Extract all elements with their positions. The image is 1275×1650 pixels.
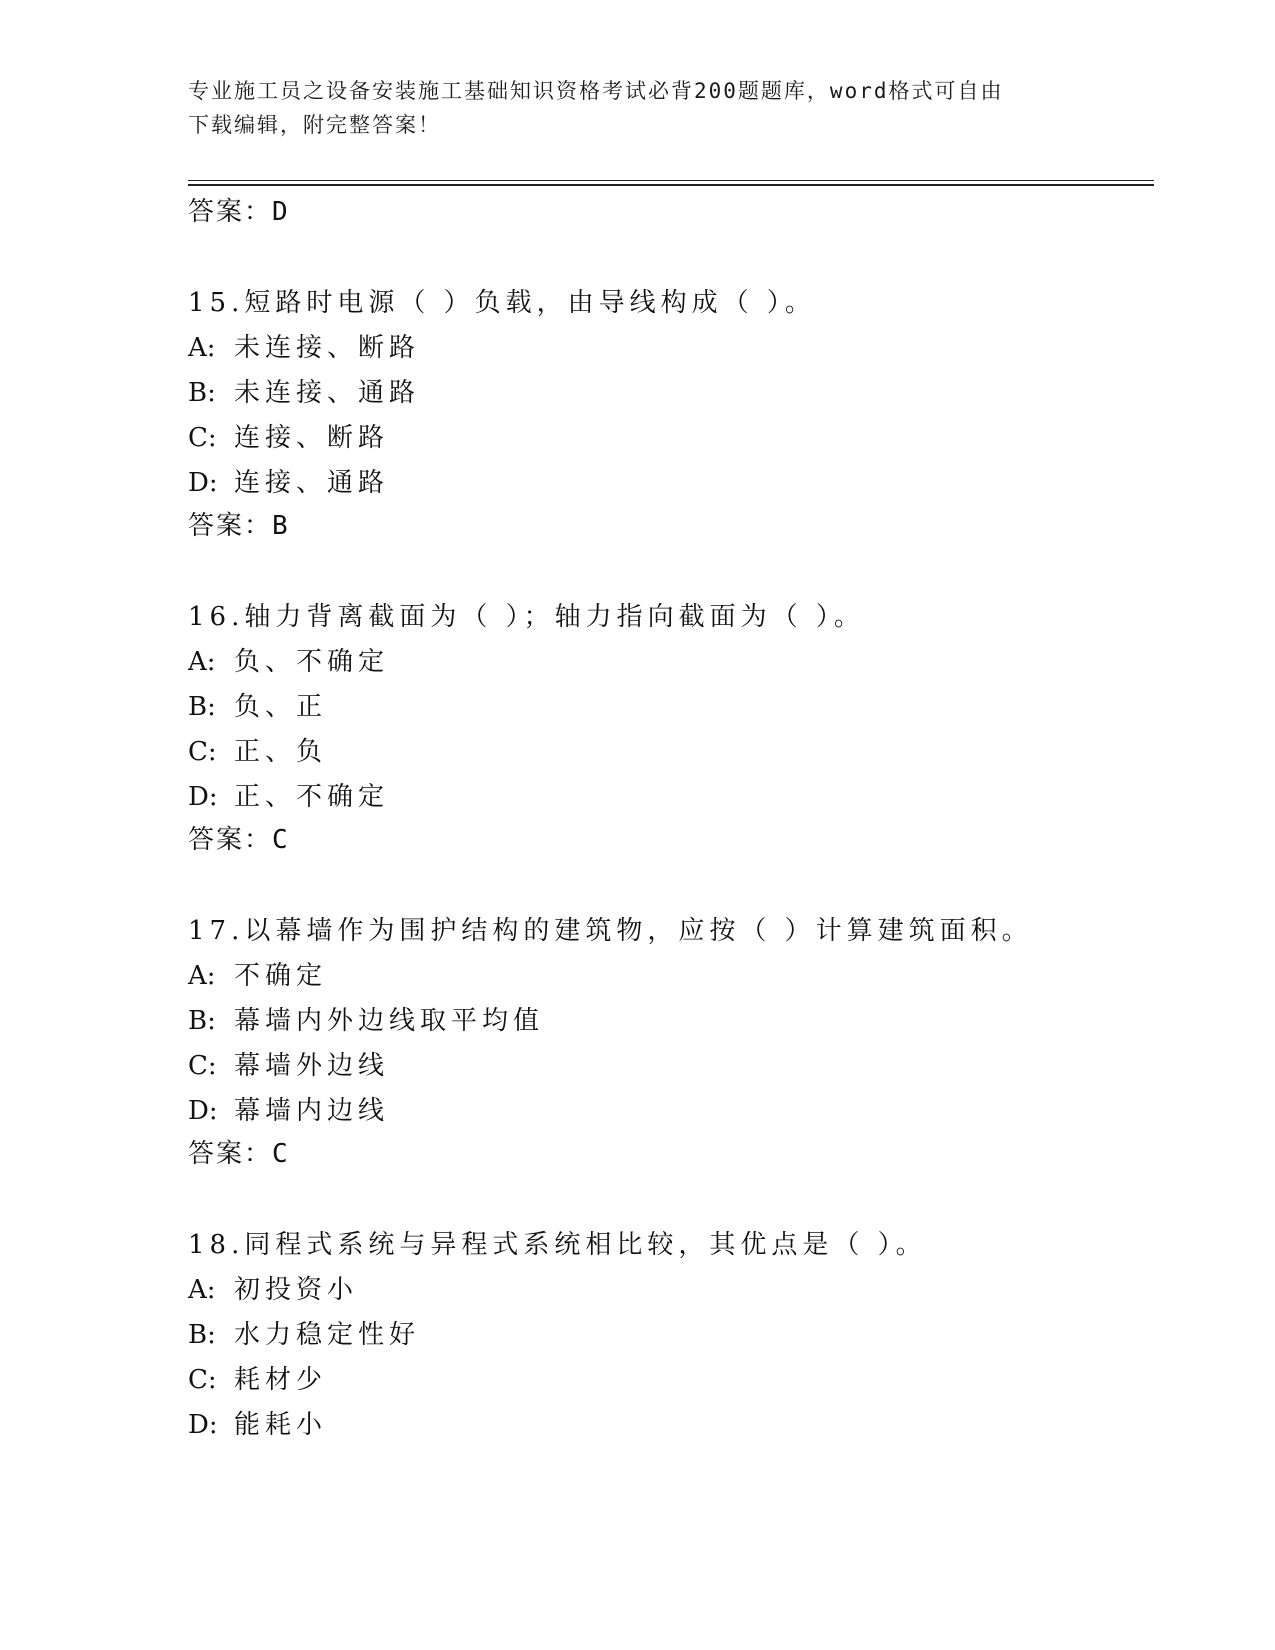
question-number: 15. (188, 288, 245, 318)
option-d (188, 1403, 1154, 1448)
option-letter: B: (188, 378, 216, 408)
question-number: 16. (188, 602, 245, 632)
option-letter: C: (188, 1365, 217, 1395)
option-c (188, 1044, 1154, 1089)
question-text (188, 908, 1154, 954)
document-body (188, 192, 1154, 1448)
option-c (188, 1358, 1154, 1403)
header-line-1: 专业施工员之设备安装施工基础知识资格考试必背200题题库，word格式可自由 (188, 79, 1004, 103)
option-a (188, 640, 1154, 685)
question-18 (188, 1222, 1154, 1448)
option-d (188, 775, 1154, 820)
option-b (188, 999, 1154, 1044)
option-letter: B: (188, 1006, 216, 1036)
header-divider-thin (188, 180, 1154, 181)
answer-line: 答案：B (188, 511, 290, 541)
question-text (188, 594, 1154, 640)
option-text: 水力稳定性好 (234, 1320, 421, 1350)
option-text: 耗材少 (234, 1365, 328, 1395)
option-b (188, 685, 1154, 730)
option-text: 负、正 (234, 692, 328, 722)
option-text: 未连接、通路 (234, 378, 421, 408)
option-letter: D: (188, 468, 218, 498)
option-a (188, 954, 1154, 999)
question-17 (188, 908, 1154, 1174)
answer-line: 答案：C (188, 825, 290, 855)
header-line-2: 下载编辑，附完整答案！ (188, 113, 441, 137)
question-text (188, 280, 1154, 326)
option-letter: A: (188, 961, 216, 991)
option-text: 连接、通路 (234, 468, 390, 498)
option-letter: C: (188, 1051, 217, 1081)
question-15 (188, 280, 1154, 546)
option-text: 正、负 (234, 737, 328, 767)
option-letter: B: (188, 692, 216, 722)
option-b (188, 371, 1154, 416)
question-text (188, 1222, 1154, 1268)
question-stem: 以幕墙作为围护结构的建筑物，应按（ ）计算建筑面积。 (244, 916, 1033, 946)
header-divider-thick (188, 184, 1154, 186)
document-header (188, 74, 1068, 142)
option-d (188, 461, 1154, 506)
answer-line: 答案：D (188, 197, 290, 227)
option-text: 不确定 (234, 961, 328, 991)
option-letter: B: (188, 1320, 216, 1350)
answer-line: 答案：C (188, 1139, 290, 1169)
option-d (188, 1089, 1154, 1134)
option-a (188, 1268, 1154, 1313)
option-text: 初投资小 (234, 1275, 359, 1305)
option-letter: A: (188, 647, 216, 677)
option-a (188, 326, 1154, 371)
question-number: 17. (188, 916, 245, 946)
option-letter: D: (188, 1410, 218, 1440)
option-text: 负、不确定 (234, 647, 390, 677)
option-text: 连接、断路 (234, 423, 390, 453)
option-letter: C: (188, 737, 217, 767)
question-stem: 短路时电源（ ）负载，由导线构成（ ）。 (244, 288, 816, 318)
option-letter: D: (188, 782, 218, 812)
question-stem: 轴力背离截面为（ ）；轴力指向截面为（ ）。 (244, 602, 865, 632)
option-text: 能耗小 (234, 1410, 328, 1440)
option-letter: A: (188, 333, 216, 363)
question-stem: 同程式系统与异程式系统相比较，其优点是（ ）。 (244, 1230, 927, 1260)
question-16 (188, 594, 1154, 860)
option-letter: C: (188, 423, 217, 453)
option-text: 幕墙内外边线取平均值 (234, 1006, 545, 1036)
option-text: 幕墙外边线 (234, 1051, 390, 1081)
option-text: 未连接、断路 (234, 333, 421, 363)
option-c (188, 730, 1154, 775)
option-text: 正、不确定 (234, 782, 390, 812)
option-letter: A: (188, 1275, 216, 1305)
option-b (188, 1313, 1154, 1358)
option-letter: D: (188, 1096, 218, 1126)
option-text: 幕墙内边线 (234, 1096, 390, 1126)
option-c (188, 416, 1154, 461)
question-number: 18. (188, 1230, 245, 1260)
